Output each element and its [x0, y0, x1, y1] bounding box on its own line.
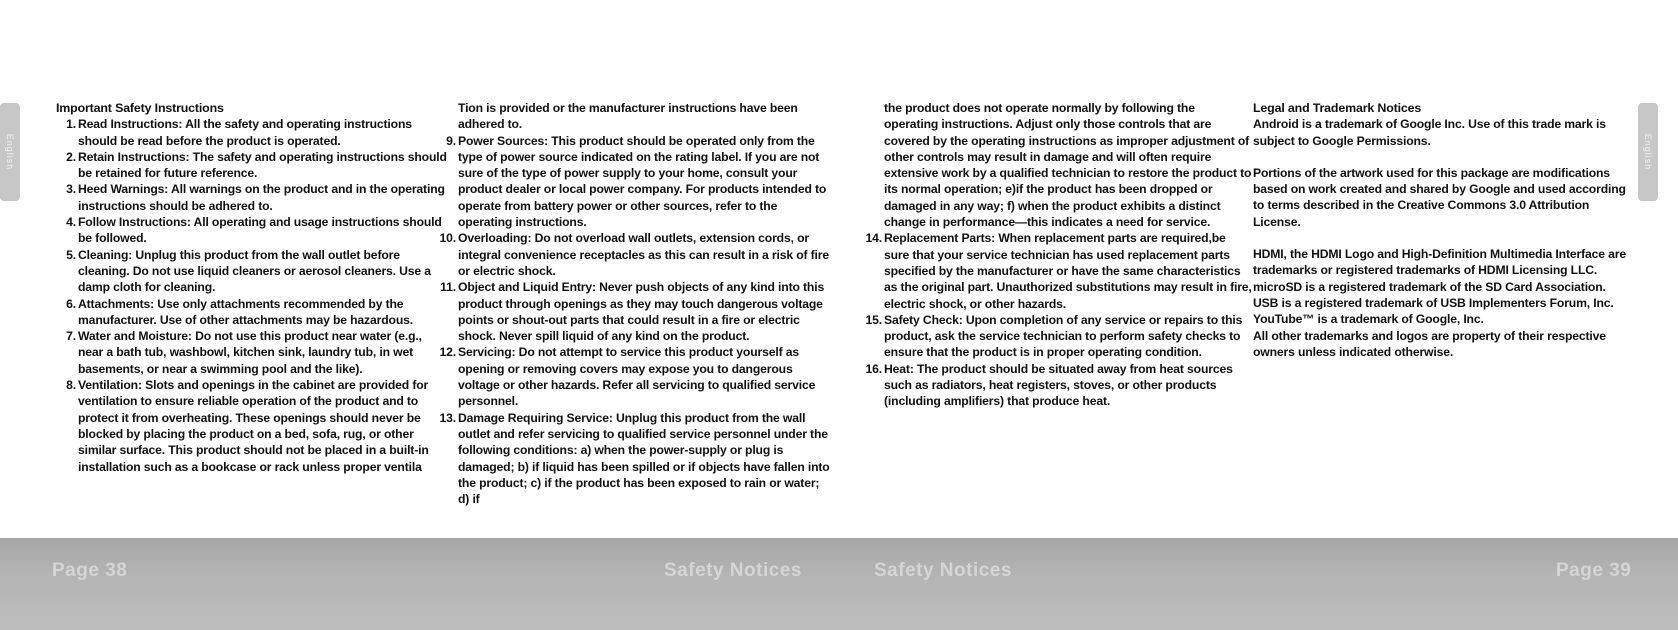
- page-number-left: Page 38: [52, 560, 128, 581]
- page-number-right: Page 39: [1556, 560, 1632, 581]
- safety-item: 15. Safety Check: Upon completion of any service or repairs to this product, ask the service technician to perform safety checks to ensure that the product is in proper operating condition.: [865, 312, 1243, 360]
- continued-text: Tion is provided or the manufacturer instructions have been adhered to.: [458, 101, 798, 132]
- right-page-column-1: [862, 100, 1252, 410]
- language-tab-label: English: [1643, 133, 1653, 171]
- language-tab-label: English: [5, 133, 15, 171]
- right-page-column-2: [1253, 100, 1635, 360]
- safety-item: 7. Water and Moisture: Do not use this product near water (e.g., near a bath tub, washbowl, kitchen sink, laundry tub, in wet basements, or near a swimming pool and the like).: [66, 329, 422, 376]
- section-title-right: Safety Notices: [874, 560, 1012, 581]
- legal-heading: Legal and Trademark Notices: [1253, 101, 1422, 115]
- safety-item: 11. Object and Liquid Entry: Never push objects of any kind into this product through openings as they may touch dangerous voltage points or shout-out parts that could result in a fire or electric shock. Never spill liquid of any kind on the product.: [440, 280, 825, 344]
- left-page-column-1: [56, 100, 448, 475]
- language-tab-right: [1638, 103, 1658, 201]
- safety-item: 16. Heat: The product should be situated away from heat sources such as radiators, heat registers, stoves, or other products (including amplifiers) that produce heat.: [865, 361, 1233, 409]
- legal-paragraph: Portions of the artwork used for this package are modifications based on work created and shared by Google and used according to terms described in the Creative Commons 3.0 Attribution License.: [1253, 165, 1626, 229]
- safety-list-2: [436, 133, 831, 508]
- safety-item: 12. Servicing: Do not attempt to service this product yourself as opening or removing covers may expose you to dangerous voltage or other hazards. Refer all servicing to qualified service personnel.: [439, 345, 816, 409]
- safety-item: 2. Retain Instructions: The safety and operating instructions should be retained for future reference.: [66, 149, 447, 181]
- legal-paragraph: YouTube™ is a trademark of Google, Inc.: [1253, 312, 1484, 327]
- safety-item: 8. Ventilation: Slots and openings in the cabinet are provided for ventilation to ensure reliable operation of the product and to protect it from overheating. These openings should never be blocked by placing the product on a bed, sofa, rug, or other similar surface. This product should not be placed in a built-in installation such as a bookcase or rack unless proper ventila: [66, 378, 429, 474]
- safety-item: 4. Follow Instructions: All operating and usage instructions should be followed.: [66, 215, 442, 246]
- legal-paragraph: USB is a registered trademark of USB Implementers Forum, Inc.: [1253, 295, 1614, 310]
- safety-item: 13. Damage Requiring Service: Unplug this product from the wall outlet and refer servicing to qualified service personnel under the following conditions: a) when the power-supply or plug is damaged; b) if liquid has been spilled or if objects have fallen into the product; c) if the product has been exposed to rain or water; d) if: [439, 410, 830, 507]
- legal-paragraph: All other trademarks and logos are property of their respective owners unless indicated otherwise.: [1253, 328, 1606, 359]
- safety-item: 6. Attachments: Use only attachments recommended by the manufacturer. Use of other attachments may be hazardous.: [66, 296, 413, 327]
- safety-item: 10. Overloading: Do not overload wall outlets, extension cords, or integral convenience receptacles as this can result in a risk of fire or electric shock.: [439, 231, 830, 278]
- legal-paragraph: microSD is a registered trademark of the SD Card Association.: [1253, 279, 1606, 294]
- safety-item: 9. Power Sources: This product should be operated only from the type of power source indicated on the rating label. If you are not sure of the type of power supply to your home, consult your product dealer or local power company. For products intended to operate from battery power or other sources, refer to the operating instructions.: [446, 133, 827, 230]
- safety-heading: Important Safety Instructions: [56, 101, 224, 115]
- legal-paragraph: HDMI, the HDMI Logo and High-Definition Multimedia Interface are trademarks or registered trademarks of HDMI Licensing LLC.: [1253, 247, 1626, 278]
- safety-list-3: [862, 230, 1252, 409]
- left-page-column-2: [436, 100, 831, 507]
- safety-item: 14. Replacement Parts: When replacement parts are required,be sure that your service technician has used replacement parts specified by the manufacturer or have the same characteristics as the original part. Unauthorized substitutions may result in fire, electric shock, or other hazards.: [865, 231, 1252, 311]
- section-title-left: Safety Notices: [664, 560, 802, 581]
- safety-item: 1. Read Instructions: All the safety and operating instructions should be read before the product is operated.: [66, 117, 412, 148]
- page-footer: [0, 538, 1678, 630]
- legal-paragraph: Android is a trademark of Google Inc. Use of this trade mark is subject to Google Permissions.: [1253, 117, 1606, 148]
- safety-item: 3. Heed Warnings: All warnings on the product and in the operating instructions should be adhered to.: [66, 182, 445, 213]
- safety-list-1: [56, 116, 448, 475]
- language-tab-left: [0, 103, 20, 201]
- safety-item: 5. Cleaning: Unplug this product from the wall outlet before cleaning. Do not use liquid cleaners or aerosol cleaners. Use a damp cloth for cleaning.: [66, 247, 431, 295]
- continued-text: the product does not operate normally by following the operating instructions. Adjust only those controls that are covered by the operating instructions as improper adjustment of other controls may result in damage and will often require extensive work by a qualified technician to restore the product to its normal operation; e)if the product has been dropped or damaged in any way; f) when the product exhibits a distinct change in performance—this indicates a need for service.: [884, 101, 1252, 230]
